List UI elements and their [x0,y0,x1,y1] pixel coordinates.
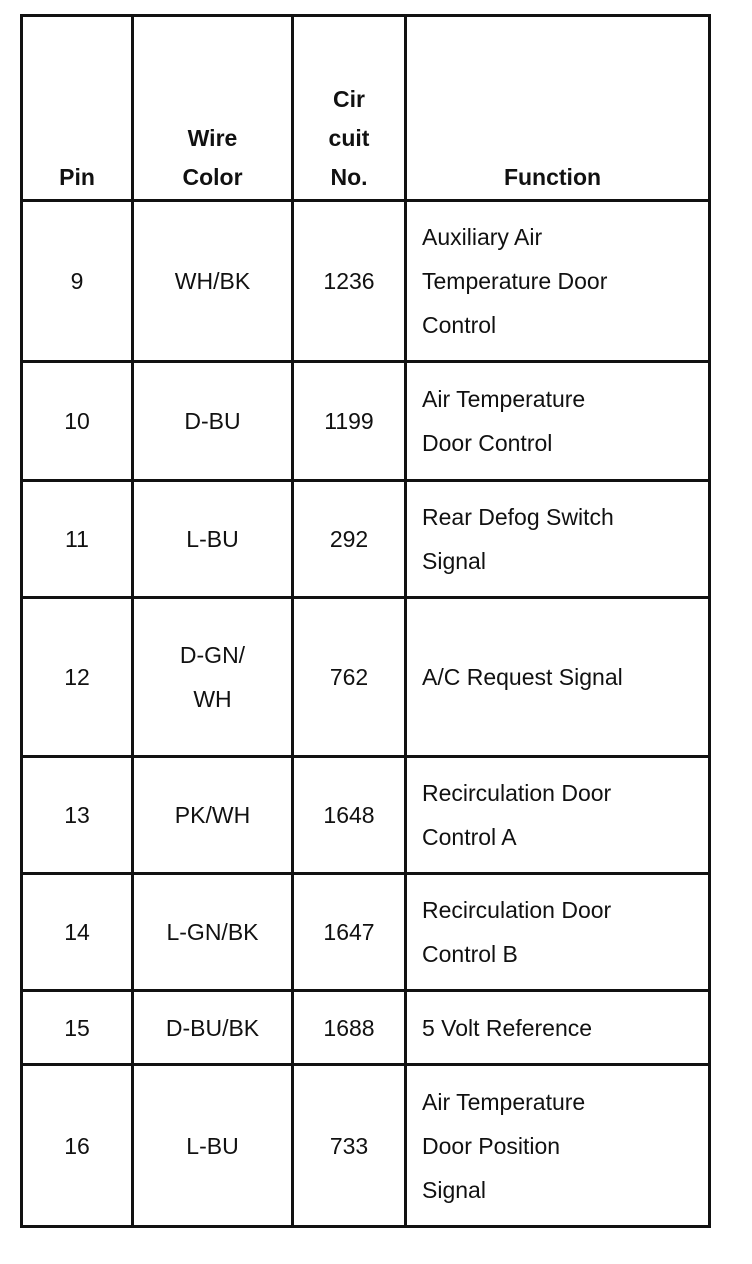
cell-wire-color: D-GN/ WH [133,598,293,757]
cell-pin: 16 [22,1065,133,1227]
table-header-row [22,16,710,201]
header-wire-color: Wire Color [133,16,293,201]
cell-wire-color: D-BU [133,362,293,481]
cell-pin: 9 [22,201,133,362]
cell-circuit-no: 292 [293,481,406,598]
cell-function: 5 Volt Reference [406,991,710,1065]
connector-pinout-table-wrapper [20,14,711,1228]
cell-pin: 10 [22,362,133,481]
cell-function: Auxiliary Air Temperature Door Control [406,201,710,362]
cell-circuit-no: 1648 [293,757,406,874]
cell-circuit-no: 733 [293,1065,406,1227]
cell-pin: 13 [22,757,133,874]
cell-function: A/C Request Signal [406,598,710,757]
cell-function: Recirculation Door Control A [406,757,710,874]
cell-function: Air Temperature Door Control [406,362,710,481]
table-row [22,481,710,598]
cell-pin: 14 [22,874,133,991]
header-pin: Pin [22,16,133,201]
cell-wire-color: D-BU/BK [133,991,293,1065]
connector-pinout-table [20,14,711,1228]
cell-circuit-no: 1688 [293,991,406,1065]
cell-function: Recirculation Door Control B [406,874,710,991]
table-row [22,1065,710,1227]
cell-pin: 12 [22,598,133,757]
cell-wire-color: L-BU [133,1065,293,1227]
table-row [22,991,710,1065]
table-row [22,362,710,481]
header-circuit-no: Cir cuit No. [293,16,406,201]
cell-pin: 11 [22,481,133,598]
table-row [22,874,710,991]
cell-circuit-no: 1199 [293,362,406,481]
cell-circuit-no: 1236 [293,201,406,362]
cell-pin: 15 [22,991,133,1065]
cell-wire-color: WH/BK [133,201,293,362]
table-row [22,598,710,757]
cell-wire-color: L-GN/BK [133,874,293,991]
header-function: Function [406,16,710,201]
table-row [22,757,710,874]
cell-wire-color: PK/WH [133,757,293,874]
cell-wire-color: L-BU [133,481,293,598]
table-row [22,201,710,362]
cell-circuit-no: 1647 [293,874,406,991]
cell-circuit-no: 762 [293,598,406,757]
cell-function: Air Temperature Door Position Signal [406,1065,710,1227]
cell-function: Rear Defog Switch Signal [406,481,710,598]
